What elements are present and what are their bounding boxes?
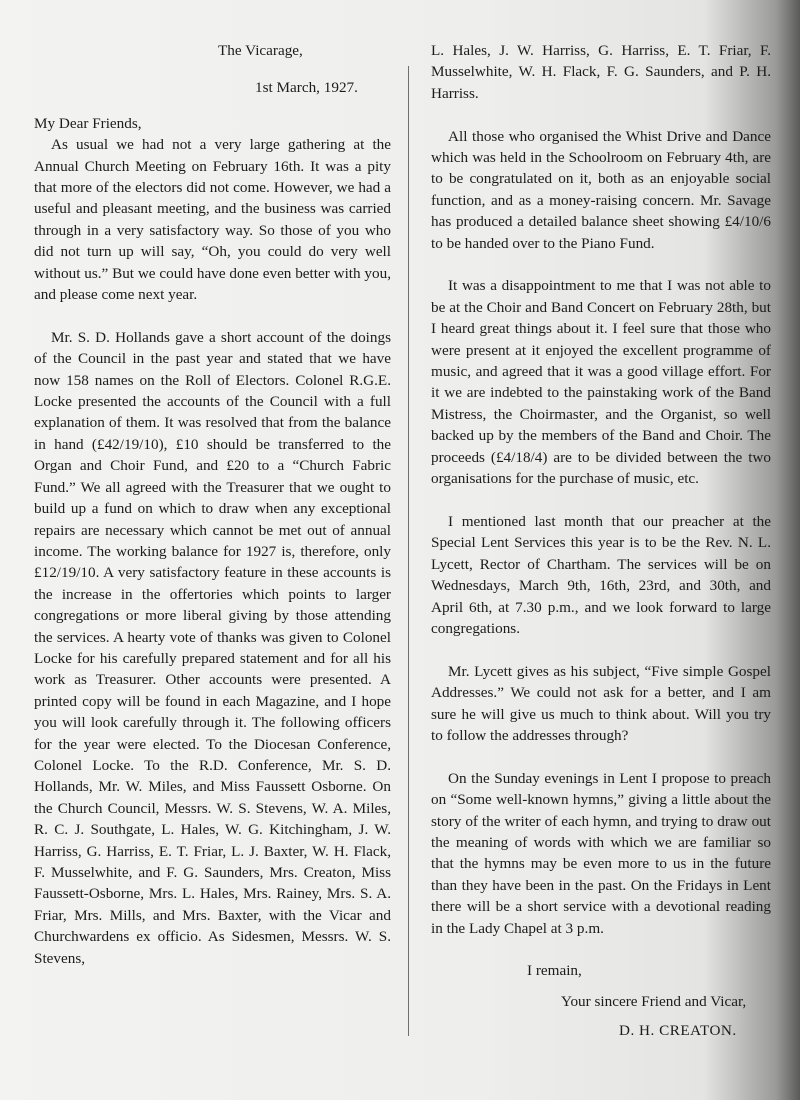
- valediction: Your sincere Friend and Vicar,: [561, 992, 747, 1010]
- left-column: [34, 40, 391, 990]
- column-divider: [408, 66, 409, 1036]
- paragraph-sunday-hymns: On the Sunday evenings in Lent I propose to preach on “Some well-known hymns,” giving a little about the story of the writer of each hymn, and trying to draw out the meaning of words with which we are familiar so that the hymns may be even more to us in the future than they have been in the past. On the Fridays in Lent there will be a short service with a devotional reading in the Lady Chapel at 3 p.m.: [431, 769, 771, 937]
- paragraph-church-meeting: As usual we had not a very large gathering at the Annual Church Meeting on February 16th. It was a pity that more of the electors did not come. However, we had a useful and pleasant meeting, and the business was carried through in a very satisfactory way. So those of you who did not turn up will say, “Oh, you could do very well without us.” But we could have done even better with you, and please come next year.: [34, 136, 391, 304]
- paragraph-lent-services: I mentioned last month that our preacher at the Special Lent Services this year is to be the Rev. N. L. Lycett, Rector of Chartham. The services will be on Wednesdays, March 9th, 16th, 23rd, and 30th, and April 6th, at 7.30 p.m., and we look forward to large congregations.: [431, 512, 771, 637]
- letter-date: 1st March, 1927.: [255, 79, 358, 97]
- signature: D. H. CREATON.: [619, 1022, 737, 1040]
- paragraph-council-report: Mr. S. D. Hollands gave a short account of the doings of the Council in the past year and stated that we have now 158 names on the Roll of Electors. Colonel R.G.E. Locke presented the accounts of the Council with a full explanation of them. It was resolved that from the balance in hand (£42/19/10), £10 should be transferred to the Organ and Choir Fund, and £20 to a “Church Fabric Fund.” We all agreed with the Treasurer that we ought to build up a fund on which to draw when any exceptional repairs are necessary which cannot be met out of annual income. The working balance for 1927 is, therefore, only £12/19/10. A very satisfactory feature in these accounts is the increase in the offertories which points to larger congregations or more liberal giving by those attending the services. A hearty vote of thanks was given to Colonel Locke for his carefully prepared statement and for all his work as Treasurer. Other accounts were presented. A printed copy will be found in each Magazine, and I hope you will look carefully through it. The following officers for the year were elected. To the Diocesan Conference, Colonel Locke. To the R.D. Conference, Mr. S. D. Hollands, Mr. W. Miles, and Miss Faussett Osborne. On the Church Council, Messrs. W. S. Stevens, W. A. Miles, R. C. J. Southgate, L. Hales, W. G. Kitchingham, J. W. Harriss, G. Harriss, E. T. Friar, L. J. Baxter, W. H. Flack, F. Musselwhite, and F. G. Saunders, Mrs. Creaton, Miss Faussett-Osborne, Mrs. L. Hales, Mrs. Rainey, Mrs. S. A. Friar, Mrs. Mills, and Mrs. Baxter, with the Vicar and Churchwardens ex officio. As Sidesmen, Messrs. W. S. Stevens,: [34, 328, 391, 967]
- paragraph-gospel-addresses: Mr. Lycett gives as his subject, “Five simple Gospel Addresses.” We could not ask for a better, and I am sure he will give us much to think about. Will you try to follow the addresses through?: [431, 662, 771, 744]
- closing-line: I remain,: [527, 962, 582, 980]
- vicarage-address: The Vicarage,: [218, 42, 303, 59]
- salutation: My Dear Friends,: [34, 114, 142, 132]
- paragraph-whist-drive: All those who organised the Whist Drive and Dance which was held in the Schoolroom on February 4th, are to be congratulated on it, both as an enjoyable social function, and as a money-raising concern. Mr. Savage has produced a detailed balance sheet showing £4/10/6 to be handed over to the Piano Fund.: [431, 127, 771, 252]
- paragraph-sidesmen-continued: L. Hales, J. W. Harriss, G. Harriss, E. T. Friar, F. Musselwhite, W. H. Flack, F. G. Saunders, and P. H. Harriss.: [431, 42, 771, 102]
- paragraph-concert: It was a disappointment to me that I was not able to be at the Choir and Band Concert on February 28th, but I heard great things about it. I feel sure that those who were present at it enjoyed the excellent programme of music, and agreed that it was a good village effort. For it we are indebted to the painstaking work of the Band Mistress, the Choirmaster, and the Organist, so well backed up by the members of the Band and Choir. The proceeds (£4/18/4) are to be divided between the two organisations for the purchase of music, etc.: [431, 277, 771, 488]
- right-column: [431, 40, 771, 1042]
